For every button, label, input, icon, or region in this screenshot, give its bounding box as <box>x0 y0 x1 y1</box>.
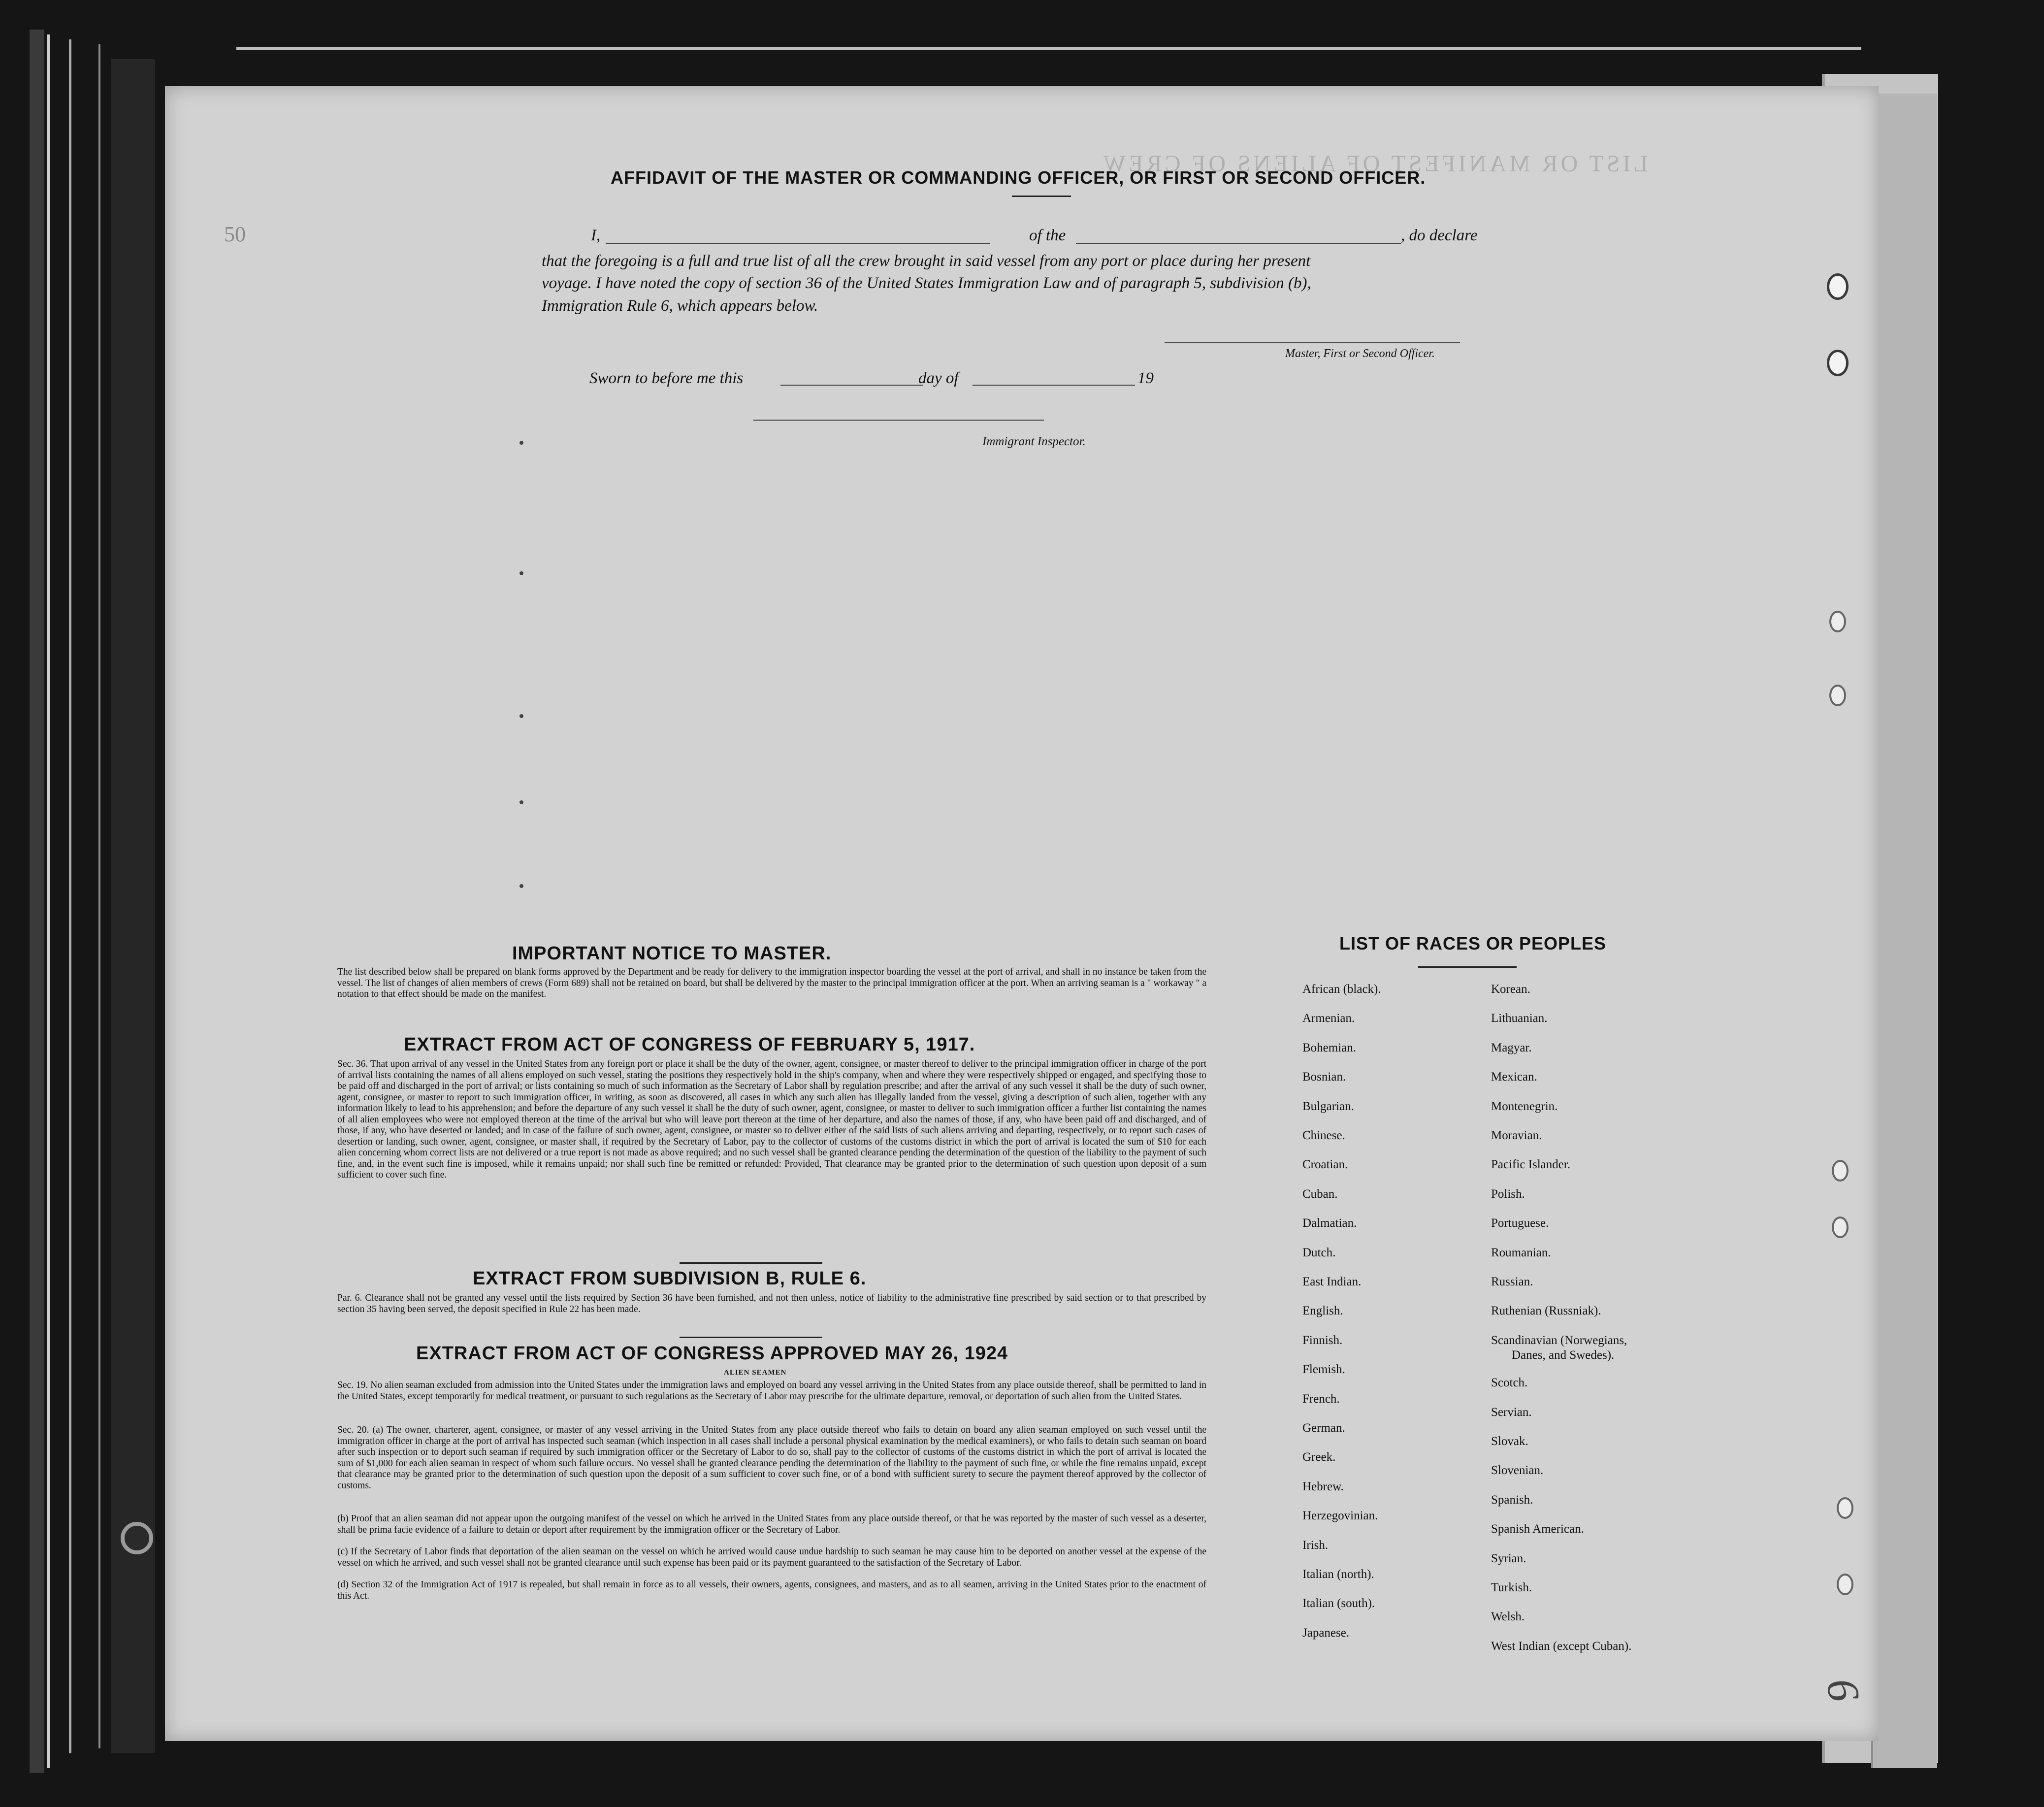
race-item: Dutch. <box>1302 1246 1336 1259</box>
officer-signature-label: Master, First or Second Officer. <box>1285 347 1435 360</box>
punch-hole <box>1829 685 1846 706</box>
punch-hole <box>1827 273 1849 300</box>
bleed-dot <box>519 441 523 445</box>
extract-1924-sec20b: (b) Proof that an alien seaman did not appear upon the outgoing manifest of the vessel on which he arrived in the United States from any place outside thereof, or that he was reported by the master of such vessel as a deserter, shall be prima facie evidence of a failure to detain or deport after requirement by the immigration officer or the Secretary of Labor. <box>337 1513 1206 1535</box>
extract-1924-sec19: Sec. 19. No alien seaman excluded from admission into the United States under the immigration laws and employed on board any vessel arriving in the United States from any place outside thereof, shall be permitted to land in the United States, except temporarily for medical treatment, or pursuant to such regulations as the Secretary of Labor may prescribe for the ultimate departure, removal, or deportation of such alien from the United States. <box>337 1380 1206 1402</box>
race-item: Welsh. <box>1491 1610 1525 1624</box>
race-item: Flemish. <box>1302 1363 1345 1377</box>
race-item: English. <box>1302 1304 1343 1318</box>
binder-edge <box>69 39 71 1753</box>
affidavit-do-declare: , do declare <box>1401 227 1478 244</box>
race-item: Hebrew. <box>1302 1479 1344 1493</box>
race-item: African (black). <box>1302 983 1381 996</box>
race-item: Slovak. <box>1491 1435 1528 1448</box>
document-page <box>165 86 1879 1741</box>
punch-hole <box>1832 1160 1849 1182</box>
section-rule <box>680 1262 822 1264</box>
bleed-dot <box>519 800 523 804</box>
race-item: East Indian. <box>1302 1275 1362 1288</box>
extract-1924-sec20d: (d) Section 32 of the Immigration Act of 1917 is repealed, but shall remain in force as to all vessels, their owners, agents, consignees, and masters, and as to all seamen, arriving in the United States prior to the enactment of this Act. <box>337 1579 1206 1601</box>
race-item: West Indian (except Cuban). <box>1491 1639 1632 1653</box>
race-item: Spanish American. <box>1491 1522 1584 1536</box>
race-item: Croatian. <box>1302 1158 1348 1172</box>
extract-1924-sec20a: Sec. 20. (a) The owner, charterer, agent, consignee, or master of any vessel arriving in the United States from any place outside thereof who fails to detain on board any alien seaman employed on such vessel until the immigration officer in charge at the port of arrival has inspected such seaman (which inspection in all cases shall include a personal physical examination by the medical examiners), or who fails to detain such seaman on board after such inspection or to deport such seaman if required by such immigration officer or the Secretary of Labor to do so, shall pay to the collector of customs of the customs district in which the port of arrival is located the sum of $1,000 for each alien seaman in respect of whom such failure occurs. No vessel shall be granted clearance pending the determination of the liability to the payment of such fine, or while the fine remains unpaid, except that clearance may be granted prior to the determination of such question upon the deposit of a sum sufficient to cover such fine, or of a bond with sufficient surety to secure the payment thereof approved by the collector of customs. <box>337 1425 1206 1491</box>
race-item: Italian (south). <box>1302 1597 1375 1610</box>
inspector-label: Immigrant Inspector. <box>982 435 1086 448</box>
left-margin-number: 50 <box>224 222 246 246</box>
extract-1924-title: EXTRACT FROM ACT OF CONGRESS APPROVED MAY 26, 1924 <box>416 1343 1008 1364</box>
race-item: Dalmatian. <box>1302 1216 1357 1230</box>
punch-hole <box>1827 350 1849 376</box>
binder-edge <box>98 44 100 1748</box>
race-item: Italian (north). <box>1302 1568 1374 1581</box>
extract-rule6-title: EXTRACT FROM SUBDIVISION B, RULE 6. <box>473 1268 867 1289</box>
sworn-month-line <box>973 385 1135 386</box>
race-item: Finnish. <box>1302 1333 1343 1347</box>
extract-1924-subtitle: ALIEN SEAMEN <box>724 1369 787 1377</box>
race-item: Turkish. <box>1491 1581 1532 1594</box>
race-item: Magyar. <box>1491 1041 1532 1054</box>
notice-body: The list described below shall be prepared on blank forms approved by the Department and be ready for delivery to the immigration inspector boarding the vessel at the port of arrival, and shall in no instance be taken from the vessel. The list of changes of alien members of crews (Form 689) shall not be retained on board, but shall be delivered by the master to the principal immigration officer at the port. When an arriving seaman is a " workaway " a notation to that effect should be made on the manifest. <box>337 967 1206 999</box>
affidavit-i-label: I, <box>591 227 601 244</box>
races-rule <box>1418 966 1517 968</box>
sworn-label: Sworn to before me this <box>589 369 744 387</box>
race-item: Portuguese. <box>1491 1216 1549 1230</box>
race-item: German. <box>1302 1421 1345 1435</box>
race-item: Mexican. <box>1491 1070 1537 1084</box>
underlying-sheet <box>1871 94 1937 1768</box>
punch-hole <box>1837 1574 1853 1595</box>
race-item: Slovenian. <box>1491 1464 1544 1478</box>
race-item: Bosnian. <box>1302 1070 1346 1084</box>
binder-strip <box>30 30 44 1773</box>
bleed-dot <box>519 884 523 888</box>
affidavit-line-4: Immigration Rule 6, which appears below. <box>542 297 818 315</box>
punch-hole <box>1837 1497 1853 1519</box>
vessel-fill-line <box>1076 243 1401 244</box>
sworn-day-line <box>780 385 923 386</box>
punch-hole <box>1832 1216 1849 1238</box>
title-rule <box>1012 196 1071 197</box>
race-item: Spanish. <box>1491 1493 1533 1507</box>
race-continuation: Danes, and Swedes). <box>1512 1348 1615 1362</box>
race-item: Cuban. <box>1302 1187 1338 1201</box>
bleed-through-text: LIST OR MANIFEST OF ALIENS OF CREW <box>1101 151 1648 177</box>
race-item: Syrian. <box>1491 1551 1526 1565</box>
affidavit-line-2: that the foregoing is a full and true list of all the crew brought in said vessel from any port or place during her present <box>542 252 1311 270</box>
binder-spine <box>111 59 155 1753</box>
binder-edge <box>47 34 50 1768</box>
race-item: Ruthenian (Russniak). <box>1491 1304 1601 1318</box>
handwritten-page-number: 6 <box>1817 1675 1869 1706</box>
top-page-edge <box>236 47 1861 50</box>
binder-ring <box>121 1522 153 1554</box>
race-item: Greek. <box>1302 1450 1336 1464</box>
section-rule <box>680 1337 822 1338</box>
race-item: Armenian. <box>1302 1012 1355 1025</box>
race-item: Chinese. <box>1302 1129 1345 1142</box>
race-item: Pacific Islander. <box>1491 1158 1571 1172</box>
race-item: Scandinavian (Norwegians, <box>1491 1333 1627 1347</box>
race-item: Herzegovinian. <box>1302 1509 1378 1523</box>
year-prefix: 19 <box>1137 369 1154 387</box>
race-item: Montenegrin. <box>1491 1099 1558 1113</box>
punch-hole <box>1829 611 1846 632</box>
extract-1917-title: EXTRACT FROM ACT OF CONGRESS OF FEBRUARY 5, 1917. <box>404 1034 975 1055</box>
extract-1917-body: Sec. 36. That upon arrival of any vessel in the United States from any foreign port or place it shall be the duty of the owner, agent, consignee, or master thereof to deliver to the principal immigration officer in charge of the port of arrival lists containing the names of all aliens employed on such vessel, stating the positions they respectively hold in the ship's company, when and where they were respectively shipped or engaged, and specifying those to be paid off and discharged in the port of arrival; or lists containing so much of such information as the Secretary of Labor shall by regulation prescribe; and after the arrival of any such vessel it shall be the duty of such owner, agent, consignee, or master to report to such immigration officer, in writing, as soon as discovered, all cases in which any such alien has illegally landed from the vessel, giving a description of such alien, together with any information likely to lead to his apprehension; and before the departure of any such vessel it shall be the duty of such owner, agent, consignee, or master to deliver to such immigration officer a further list containing the names of all alien employees who were not employed thereon at the time of the arrival but who will leave port thereon at the time of her departure, and also the names of those, if any, who have been paid off and discharged, and of those, if any, who have deserted or landed; and in case of the failure of such owner, agent, consignee, or master so to deliver either of the said lists of such aliens arriving and departing, respectively, or to report such cases of desertion or landing, such owner, agent, consignee, or master shall, if required by the Secretary of Labor, pay to the collector of customs of the customs district in which the port of arrival is located the sum of $10 for each alien concerning whom correct lists are not delivered or a true report is not made as above required; and no such vessel shall be granted clearance pending the determination of the question of the liability to the payment of such fine, and, in the event such fine is imposed, while it remains unpaid; nor shall such fine be remitted or refunded: Provided, That clearance may be granted prior to the determination of such question upon deposit of a sum sufficient to cover such fine. <box>337 1059 1206 1180</box>
race-item: Russian. <box>1491 1275 1533 1288</box>
inspector-signature-line <box>753 420 1044 421</box>
race-item: Irish. <box>1302 1538 1329 1552</box>
extract-1924-sec20c: (c) If the Secretary of Labor finds that deportation of the alien seaman on the vessel on which he arrived would cause undue hardship to such seaman he may cause him to be deported on another vessel at the expense of the vessel on which he arrived, and such vessel shall not be granted clearance until such expense has been paid or its payment guaranteed to the satisfaction of the Secretary of Labor. <box>337 1546 1206 1568</box>
day-of-label: day of <box>918 369 959 387</box>
bleed-dot <box>519 571 523 575</box>
race-item: Scotch. <box>1491 1376 1528 1390</box>
race-item: Bohemian. <box>1302 1041 1357 1054</box>
name-fill-line <box>606 243 990 244</box>
race-item: Roumanian. <box>1491 1246 1551 1259</box>
race-item: Polish. <box>1491 1187 1525 1201</box>
affidavit-line-3: voyage. I have noted the copy of section 36 of the United States Immigration Law and of paragraph 5, subdivision (b), <box>542 274 1311 292</box>
race-item: Japanese. <box>1302 1626 1350 1640</box>
affidavit-of-the-label: of the <box>1029 227 1066 244</box>
officer-signature-line <box>1165 342 1460 343</box>
bleed-dot <box>519 714 523 718</box>
race-item: Lithuanian. <box>1491 1012 1548 1025</box>
affidavit-title: AFFIDAVIT OF THE MASTER OR COMMANDING OFFICER, OR FIRST OR SECOND OFFICER. <box>611 167 1426 188</box>
extract-rule6-body: Par. 6. Clearance shall not be granted any vessel until the lists required by Section 36 have been furnished, and not then unless, notice of liability to the administrative fine prescribed by said section or to that prescribed by section 35 having been served, the deposit specified in Rule 22 has been made. <box>337 1293 1206 1314</box>
race-item: Servian. <box>1491 1405 1532 1419</box>
race-item: Moravian. <box>1491 1129 1542 1142</box>
race-item: Bulgarian. <box>1302 1099 1354 1113</box>
race-item: French. <box>1302 1392 1340 1406</box>
notice-title: IMPORTANT NOTICE TO MASTER. <box>512 943 832 964</box>
race-item: Korean. <box>1491 983 1530 996</box>
races-title: LIST OF RACES OR PEOPLES <box>1339 933 1607 953</box>
